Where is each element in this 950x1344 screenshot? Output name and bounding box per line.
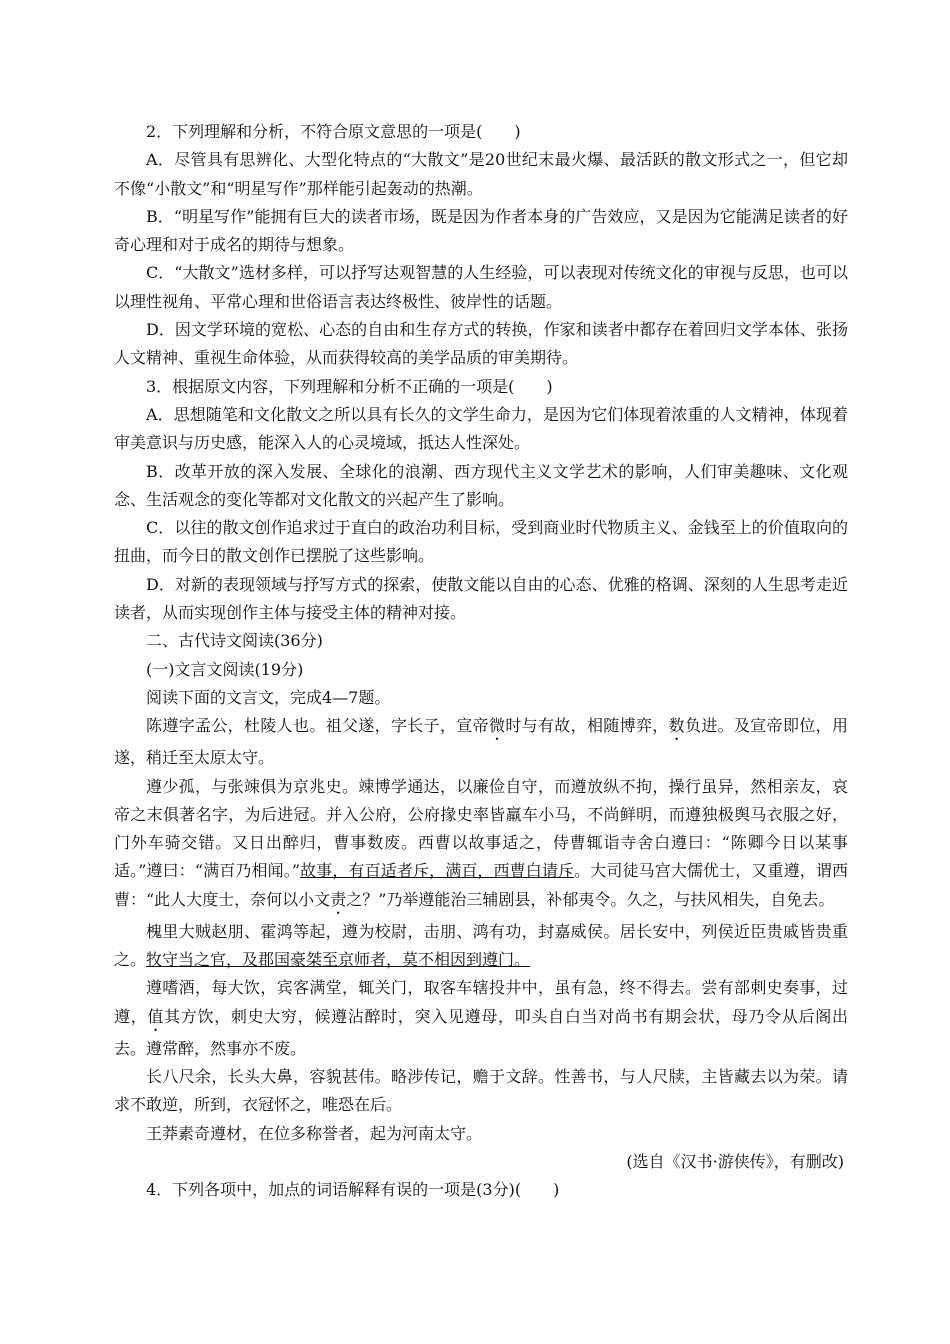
- question-2-option-c: C．“大散文”选材多样，可以抒写达观智慧的人生经验，可以表现对传统文化的审视与反思，也可以以理性视角、平常心理和世俗语言表达终极性、彼岸性的话题。: [114, 263, 848, 311]
- section-2-subtitle: (一)文言文阅读(19分): [146, 659, 304, 679]
- reading-instruction: 阅读下面的文言文，完成4—7题。: [146, 687, 391, 707]
- question-3-option-a: A．思想随笔和文化散文之所以具有长久的文学生命力，是因为它们体现着浓重的人文精神，体现着审美意识与历史感，能深入人的心灵境域，抵达人性深处。: [114, 404, 848, 453]
- dotted-word: 数: [668, 716, 685, 736]
- passage-text: 。大司徒马宫大儒优士，又重遵，谓西曹：“此人大度士，奈何以小文: [114, 861, 848, 909]
- question-2-option-b: B．“明星写作”能拥有巨大的读者市场，既是因为作者本身的广告效应，又是因为它能满足读者的好奇心理和对于成名的期待与想象。: [114, 206, 848, 255]
- underlined-sentence: 故事，有百适者斥，满百，西曹白请斥: [300, 861, 575, 881]
- question-3-option-d: D．对新的表现领域与抒写方式的探索，使散文能以自由的心态、优雅的格调、深刻的人生思考走近读者，从而实现创作主体与接受主体的精神对接。: [114, 574, 848, 623]
- passage-text: 陈遵字孟公，杜陵人也。祖父遂，字长子，宣帝: [146, 716, 489, 736]
- passage-text: 之？”乃举遵能治三辅剧县，补郁夷令。久之，与扶风相失，自免去。: [346, 889, 835, 909]
- question-3-stem: 3．根据原文内容，下列理解和分析不正确的一项是( ): [146, 376, 553, 396]
- passage-paragraph-1: [114, 712, 848, 772]
- page-content: [114, 118, 848, 1204]
- passage-paragraph-6: 王莽素奇遵材，在位多称誉者，起为河南太守。: [146, 1123, 483, 1143]
- dotted-word: 值: [147, 1006, 165, 1026]
- passage-text: 时与有故，相随博弈，: [505, 716, 669, 736]
- passage-paragraph-3: [114, 918, 848, 975]
- question-3-option-c: C．以往的散文创作追求过于直白的政治功利目标，受到商业时代物质主义、金钱至上的价值取向的扭曲，而今日的散文创作已摆脱了这些影响。: [114, 518, 848, 566]
- passage-source: (选自《汉书·游侠传》，有删改): [626, 1151, 844, 1171]
- dotted-word: 责: [330, 889, 347, 909]
- passage-text: 槐里大贼赵朋、霍鸿等起，遵为校尉，击朋、鸿有功，封嘉威侯。居长安中，列侯近臣贵戚皆贵重之。: [114, 921, 848, 970]
- section-2-title: 二、古代诗文阅读(36分): [146, 631, 323, 651]
- dotted-word: 微: [488, 716, 506, 736]
- passage-text: 负进。及宣帝即位，用遂，稍迁至太原太守。: [114, 716, 848, 768]
- underlined-sentence: 牧守当之官，及郡国豪桀至京师者，莫不相因到遵门。: [146, 950, 531, 970]
- question-4-stem: 4．下列各项中，加点的词语解释有误的一项是(3分)( ): [146, 1180, 560, 1200]
- question-2-option-d: D．因文学环境的宽松、心态的自由和生存方式的转换，作家和读者中都存在着回归文学本体、张扬人文精神、重视生命体验，从而获得较高的美学品质的审美期待。: [114, 320, 848, 368]
- passage-text: 遵嗜酒，每大饮，宾客满堂，辄关门，取客车辖投井中，虽有急，终不得去。尝有部刺史奏事，过遵，: [114, 978, 848, 1026]
- question-2-stem: 2．下列理解和分析，不符合原文意思的一项是( ): [146, 122, 521, 141]
- passage-paragraph-4: [114, 974, 848, 1063]
- passage-text: 遵少孤，与张竦俱为京兆史。竦博学通达，以廉俭自守，而遵放纵不拘，操行虽异，然相亲友，哀帝之末俱著名字，为后进冠。并入公府，公府掾史率皆羸车小马，不尚鲜明，而遵独极舆马衣服之好，门外车骑交错。又日出醉归，曹事数废。西曹以故事适之，侍曹辄诣寺舍白遵曰：“陈卿今日以某事适。”遵曰：“满百乃相闻。”: [114, 776, 848, 881]
- question-3-option-b: B．改革开放的深入发展、全球化的浪潮、西方现代主义文学艺术的影响，人们审美趣味、文化观念、生活观念的变化等都对文化散文的兴起产生了影响。: [114, 461, 848, 509]
- passage-text: 其方饮，刺史大穷，候遵沾醉时，突入见遵母，叩头自白当对尚书有期会状，母乃令从后阁出去。遵常醉，然事亦不废。: [114, 1006, 848, 1058]
- passage-paragraph-2: [114, 773, 848, 918]
- passage-paragraph-5: 长八尺余，长头大鼻，容貌甚伟。略涉传记，赡于文辞。性善书，与人尺牍，主皆藏去以为荣。请求不敢逆，所到，衣冠怀之，唯恐在后。: [114, 1066, 848, 1115]
- question-2-option-a: A．尽管具有思辨化、大型化特点的“大散文”是20世纪末最火爆、最活跃的散文形式之一，但它却不像“小散文”和“明星写作”那样能引起轰动的热潮。: [114, 150, 848, 198]
